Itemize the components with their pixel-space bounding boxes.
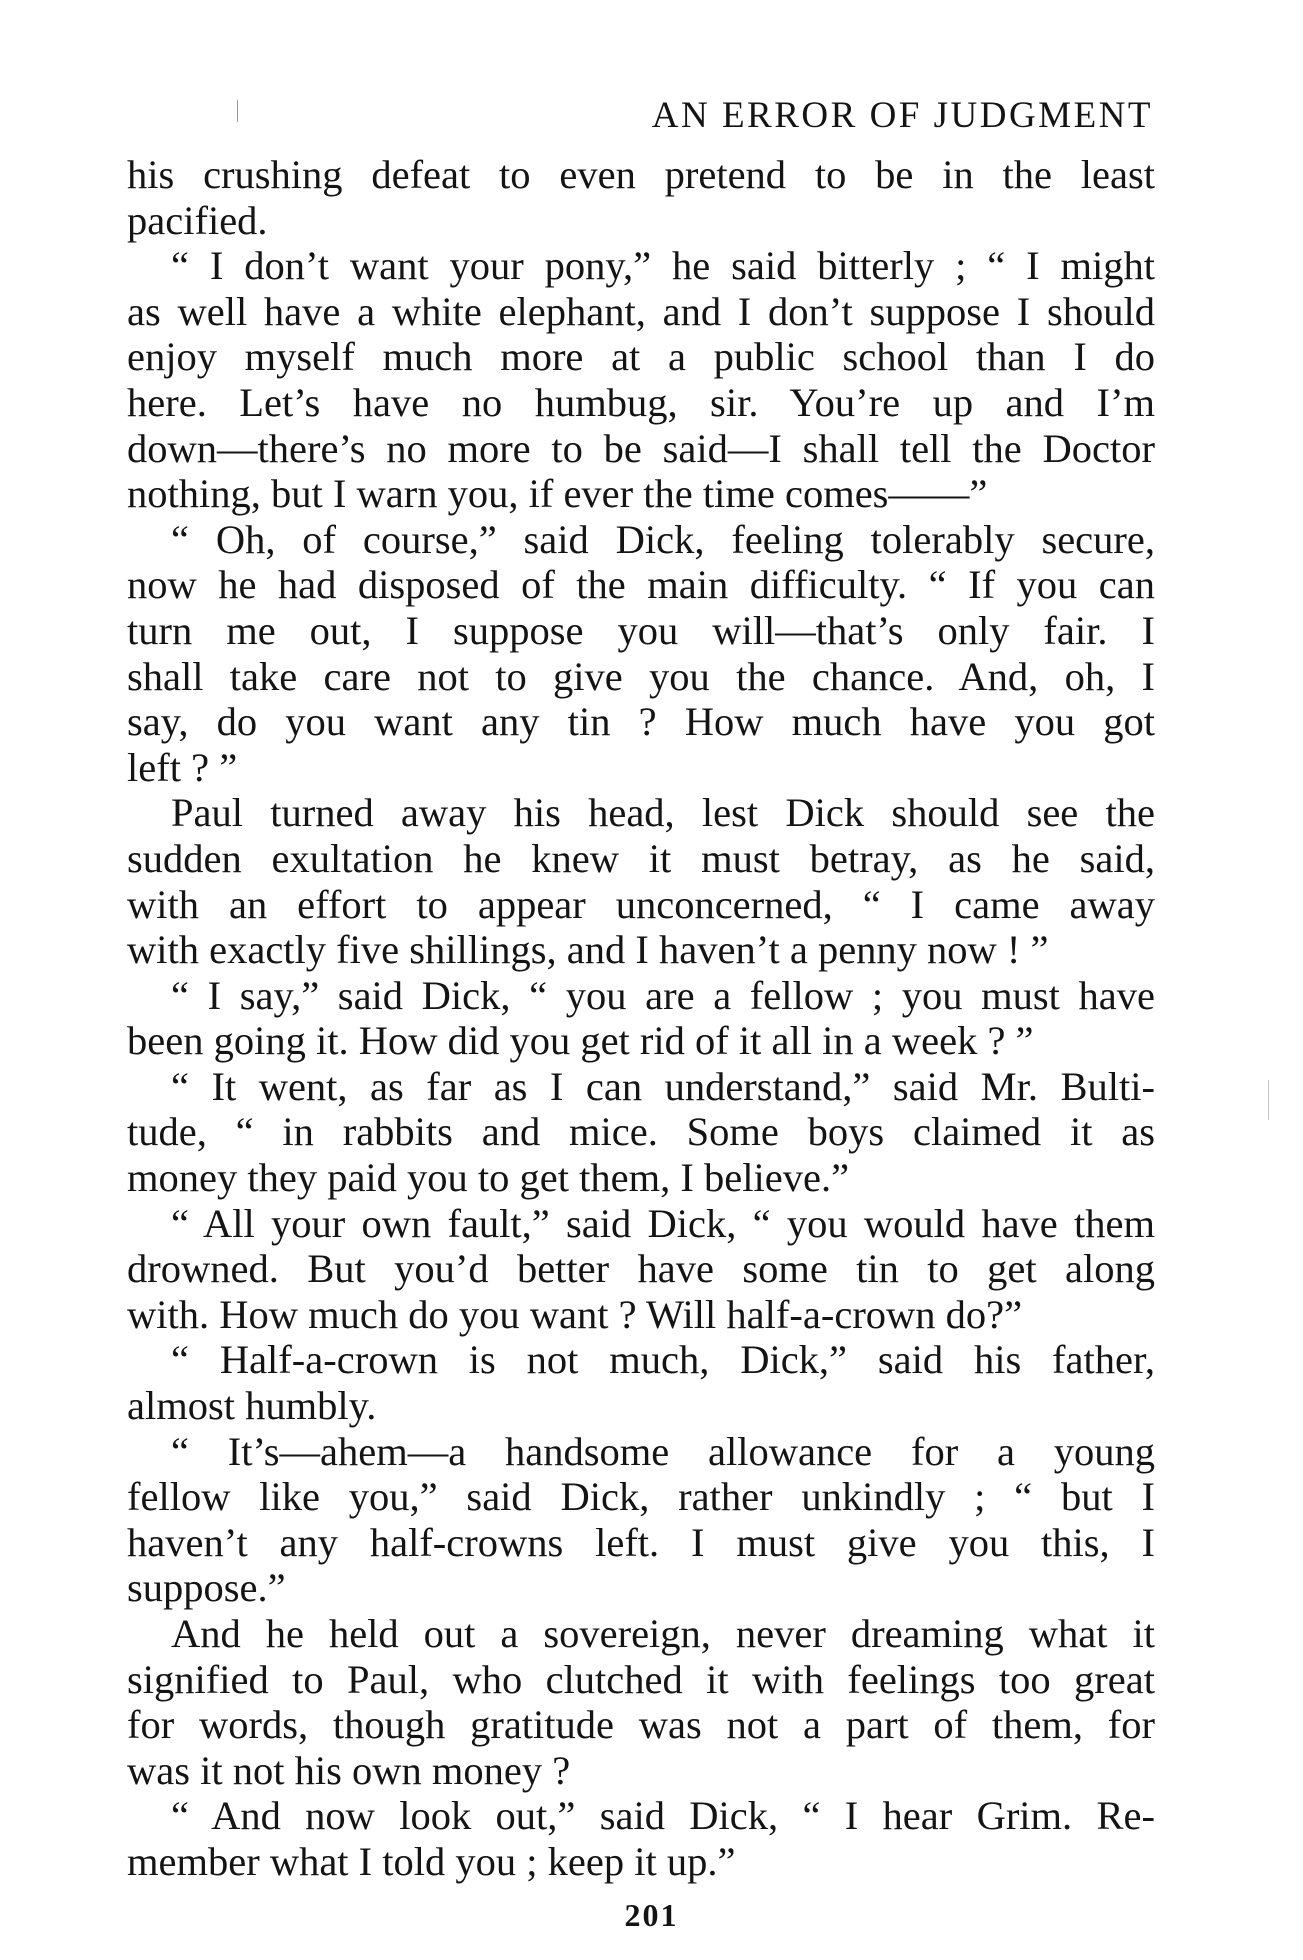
- text-line: down—there’s no more to be said—I shall tell the Doctor: [127, 425, 1155, 471]
- text-line: his crushing defeat to even pretend to be in the least: [127, 152, 1155, 197]
- text-line: fellow like you,” said Dick, rather unkindly ; “ but I: [127, 1474, 1155, 1520]
- text-line: almost humbly.: [127, 1383, 377, 1429]
- text-line: shall take care not to give you the chance. And, oh, I: [127, 653, 1155, 699]
- text-line: pacified.: [127, 197, 268, 243]
- text-line: now he had disposed of the main difficulty. “ If you can: [127, 562, 1155, 608]
- text-line: “ I say,” said Dick, “ you are a fellow ; you must have: [171, 972, 1155, 1018]
- text-line: member what I told you ; keep it up.”: [127, 1838, 736, 1884]
- scan-speck: [237, 100, 238, 122]
- text-line: Paul turned away his head, lest Dick should see the: [171, 790, 1155, 836]
- text-line: drowned. But you’d better have some tin to get along: [127, 1246, 1155, 1292]
- text-line: say, do you want any tin ? How much have you got: [127, 699, 1155, 745]
- text-line: been going it. How did you get rid of it all in a week ? ”: [127, 1018, 1034, 1064]
- text-line: as well have a white elephant, and I don’t suppose I should: [127, 288, 1155, 334]
- text-line: “ I don’t want your pony,” he said bitterly ; “ I might: [171, 243, 1155, 289]
- text-line: signified to Paul, who clutched it with feelings too great: [127, 1656, 1155, 1702]
- text-line: with an effort to appear unconcerned, “ I came away: [127, 881, 1155, 927]
- text-line: suppose.”: [127, 1565, 286, 1611]
- text-line: turn me out, I suppose you will—that’s only fair. I: [127, 607, 1155, 653]
- text-line: tude, “ in rabbits and mice. Some boys claimed it as: [127, 1109, 1155, 1155]
- text-line: “ Oh, of course,” said Dick, feeling tolerably secure,: [171, 516, 1155, 562]
- text-line: for words, though gratitude was not a part of them, for: [127, 1702, 1155, 1748]
- text-line: nothing, but I warn you, if ever the time comes——”: [127, 471, 988, 517]
- text-line: And he held out a sovereign, never dreaming what it: [171, 1611, 1155, 1656]
- body-text: [127, 152, 1155, 1885]
- text-line: enjoy myself much more at a public school than I do: [127, 334, 1155, 380]
- text-line: “ It’s—ahem—a handsome allowance for a young: [171, 1428, 1155, 1474]
- text-line: with. How much do you want ? Will half-a-crown do?”: [127, 1291, 1023, 1337]
- text-line: sudden exultation he knew it must betray, as he said,: [127, 835, 1155, 881]
- text-line: here. Let’s have no humbug, sir. You’re up and I’m: [127, 379, 1155, 425]
- scan-speck: [1268, 1080, 1269, 1120]
- text-line: haven’t any half-crowns left. I must give you this, I: [127, 1519, 1155, 1565]
- text-line: “ It went, as far as I can understand,” said Mr. Bulti-: [171, 1063, 1155, 1109]
- text-line: with exactly five shillings, and I haven’t a penny now ! ”: [127, 927, 1049, 973]
- page-number: 201: [624, 1897, 679, 1933]
- text-line: “ All your own fault,” said Dick, “ you would have them: [171, 1200, 1155, 1246]
- text-line: left ? ”: [127, 744, 238, 790]
- running-head: AN ERROR OF JUDGMENT: [651, 95, 1153, 136]
- text-line: “ And now look out,” said Dick, “ I hear Grim. Re-: [171, 1793, 1155, 1839]
- text-line: “ Half-a-crown is not much, Dick,” said his father,: [171, 1337, 1155, 1383]
- text-line: money they paid you to get them, I believe.”: [127, 1155, 850, 1201]
- text-line: was it not his own money ?: [127, 1747, 571, 1793]
